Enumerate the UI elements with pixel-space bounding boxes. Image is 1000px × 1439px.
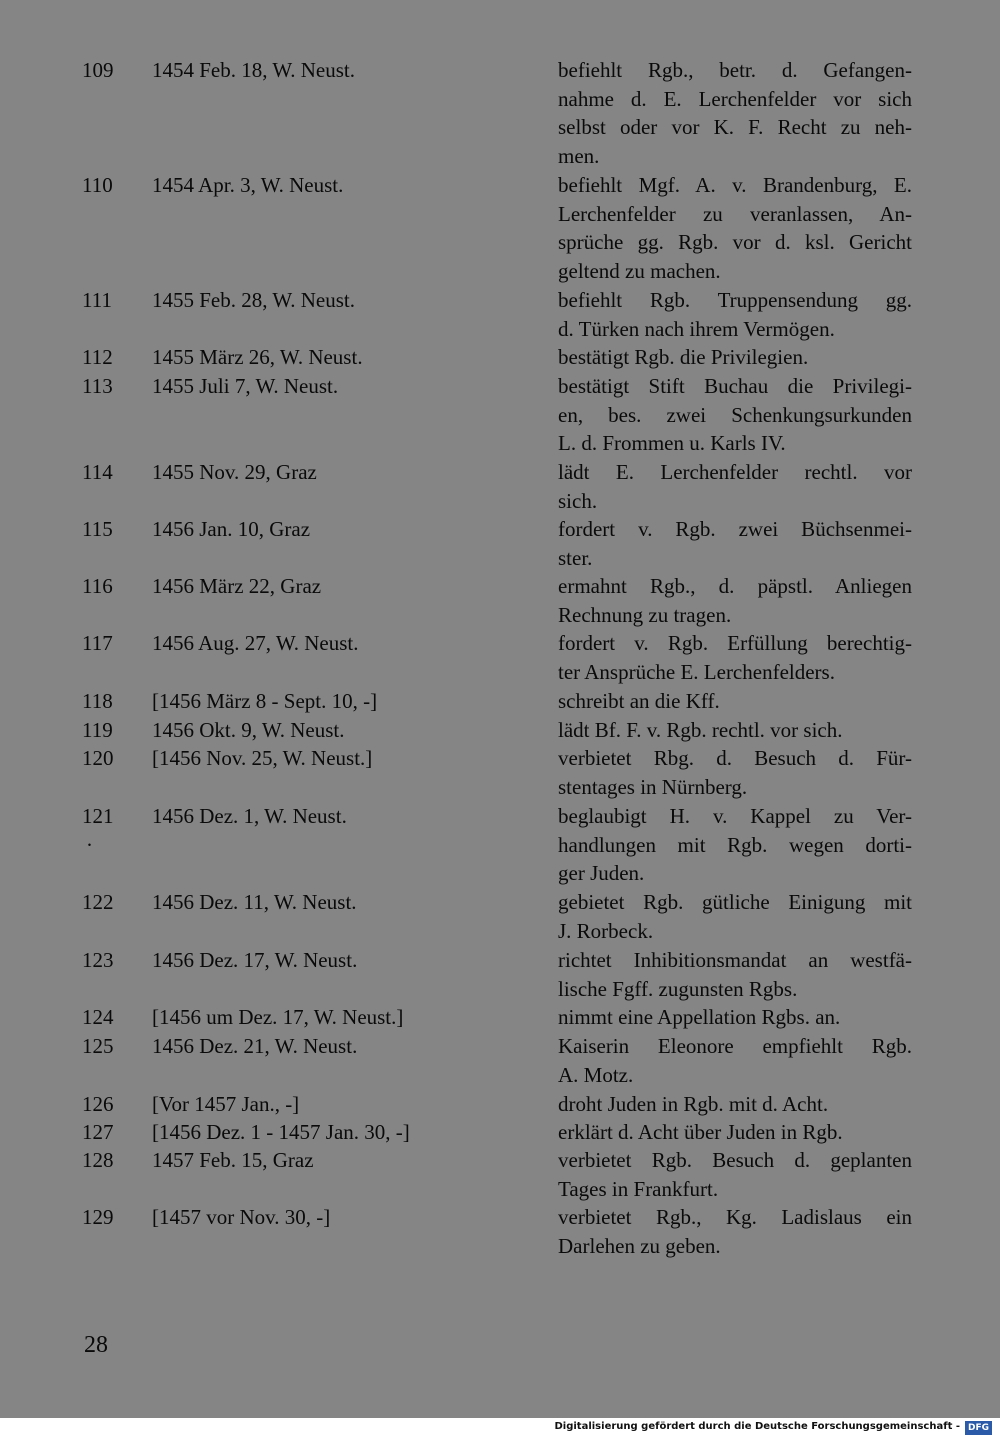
description-line: ger Juden. [558, 861, 645, 886]
description-line: beglaubigt H. v. Kappel zu Ver- [558, 804, 912, 828]
entry-number: 112 [82, 345, 113, 369]
entry-description [558, 286, 912, 343]
description-line: lädt E. Lerchenfelder rechtl. vor [558, 460, 912, 484]
entry-date-place: 1455 Feb. 28, W. Neust. [152, 288, 356, 312]
entry-date-place: 1456 Okt. 9, W. Neust. [152, 718, 345, 742]
entry-description [558, 1146, 912, 1203]
entry-number: 111 [82, 288, 112, 312]
entry-number: 128 [82, 1148, 114, 1172]
entry-description [558, 946, 912, 1003]
description-line: befiehlt Rgb. Truppensendung gg. [558, 288, 912, 312]
entry-number: 121 [82, 804, 114, 828]
description-line: stentages in Nürnberg. [558, 774, 748, 799]
description-line: nahme d. E. Lerchenfelder vor sich [558, 86, 912, 111]
entry-description [558, 171, 912, 285]
description-line: lische Fgff. zugunsten Rgbs. [558, 976, 798, 1001]
description-line: befiehlt Rgb., betr. d. Gefangen- [558, 58, 912, 82]
description-line: ermahnt Rgb., d. päpstl. Anliegen [558, 574, 912, 598]
description-line: verbietet Rgb., Kg. Ladislaus ein [558, 1205, 912, 1229]
entry-date-place: 1456 Jan. 10, Graz [152, 517, 311, 541]
description-line: fordert v. Rgb. zwei Büchsenmei- [558, 517, 912, 541]
description-line: geltend zu machen. [558, 258, 721, 283]
description-line: bestätigt Stift Buchau die Privilegi- [558, 374, 912, 398]
entry-date-place: 1454 Feb. 18, W. Neust. [152, 58, 356, 82]
description-line: en, bes. zwei Schenkungsurkunden [558, 402, 912, 427]
entry-description [558, 458, 912, 515]
entry-number: 129 [82, 1205, 114, 1229]
description-line: Kaiserin Eleonore empfiehlt Rgb. [558, 1034, 912, 1058]
entry-description [558, 1032, 912, 1089]
description-line: gebietet Rgb. gütliche Einigung mit [558, 890, 912, 914]
entry-date-place: 1456 Dez. 21, W. Neust. [152, 1034, 358, 1058]
entry-date-place: [1456 um Dez. 17, W. Neust.] [152, 1005, 404, 1029]
description-line: richtet Inhibitionsmandat an westfä- [558, 948, 912, 972]
description-line: sprüche gg. Rgb. vor d. ksl. Gericht [558, 230, 912, 255]
entry-date-place: 1456 Dez. 17, W. Neust. [152, 948, 358, 972]
entry-date-place: 1457 Feb. 15, Graz [152, 1148, 314, 1172]
description-line: nimmt eine Appellation Rgbs. an. [558, 1005, 841, 1029]
description-line: Tages in Frankfurt. [558, 1176, 719, 1201]
entry-date-place: 1456 März 22, Graz [152, 574, 322, 598]
entry-date-place: [1456 Dez. 1 - 1457 Jan. 30, -] [152, 1120, 410, 1144]
entry-description [558, 1203, 912, 1260]
description-line: droht Juden in Rgb. mit d. Acht. [558, 1092, 829, 1116]
entry-description [558, 343, 912, 372]
description-line: fordert v. Rgb. Erfüllung berechtig- [558, 631, 912, 655]
description-line: erklärt d. Acht über Juden in Rgb. [558, 1120, 843, 1144]
entry-date-place: 1454 Apr. 3, W. Neust. [152, 173, 344, 197]
page-number: 28 [84, 1332, 108, 1358]
entry-number: 123 [82, 948, 114, 972]
description-line: men. [558, 143, 600, 168]
entry-number: 118 [82, 689, 113, 713]
entry-date-place: [1457 vor Nov. 30, -] [152, 1205, 331, 1229]
entry-date-place: 1455 Juli 7, W. Neust. [152, 374, 339, 398]
description-line: ter Ansprüche E. Lerchenfelders. [558, 659, 835, 684]
entry-number: 126 [82, 1092, 114, 1116]
entry-description [558, 744, 912, 801]
entry-date-place: 1456 Dez. 1, W. Neust. [152, 804, 347, 828]
entry-description [558, 572, 912, 629]
description-line: A. Motz. [558, 1062, 634, 1087]
entry-number: 122 [82, 890, 114, 914]
entry-number: 124 [82, 1005, 114, 1029]
entry-number: 113 [82, 374, 113, 398]
entry-description [558, 888, 912, 945]
entry-description [558, 629, 912, 686]
entry-number: 109 [82, 58, 114, 82]
entry-description [558, 56, 912, 170]
description-line: Lerchenfelder zu veranlassen, An- [558, 201, 912, 226]
entry-description [558, 1090, 912, 1119]
footer-bar [0, 1418, 1000, 1439]
entry-description [558, 1003, 912, 1032]
entry-description [558, 687, 912, 716]
stray-mark: · [86, 833, 93, 857]
description-line: ster. [558, 545, 593, 570]
description-line: lädt Bf. F. v. Rgb. rechtl. vor sich. [558, 718, 843, 742]
description-line: verbietet Rgb. Besuch d. geplanten [558, 1148, 912, 1172]
description-line: handlungen mit Rgb. wegen dorti- [558, 832, 912, 857]
description-line: d. Türken nach ihrem Vermögen. [558, 316, 835, 341]
description-line: Rechnung zu tragen. [558, 602, 732, 627]
description-line: schreibt an die Kff. [558, 689, 720, 713]
description-line: bestätigt Rgb. die Privilegien. [558, 345, 809, 369]
entry-date-place: 1455 März 26, W. Neust. [152, 345, 363, 369]
description-line: selbst oder vor K. F. Recht zu neh- [558, 115, 912, 140]
description-line: verbietet Rbg. d. Besuch d. Für- [558, 746, 912, 770]
entry-number: 127 [82, 1120, 114, 1144]
entry-date-place: 1456 Dez. 11, W. Neust. [152, 890, 357, 914]
entry-date-place: [1456 Nov. 25, W. Neust.] [152, 746, 373, 770]
entry-number: 117 [82, 631, 113, 655]
dfg-logo: DFG [965, 1421, 992, 1435]
entry-description [558, 1118, 912, 1147]
entry-number: 110 [82, 173, 113, 197]
entry-number: 116 [82, 574, 113, 598]
entry-date-place: [Vor 1457 Jan., -] [152, 1092, 300, 1116]
entry-number: 125 [82, 1034, 114, 1058]
description-line: Darlehen zu geben. [558, 1233, 721, 1258]
description-line: J. Rorbeck. [558, 918, 654, 943]
entry-date-place: 1456 Aug. 27, W. Neust. [152, 631, 359, 655]
footer-credit-text: Digitalisierung gefördert durch die Deutsche Forschungsgemeinschaft - [554, 1421, 960, 1432]
entry-description [558, 802, 912, 888]
entry-description [558, 372, 912, 458]
entry-description [558, 716, 912, 745]
description-line: L. d. Frommen u. Karls IV. [558, 431, 786, 456]
entry-date-place: 1455 Nov. 29, Graz [152, 460, 317, 484]
entry-number: 114 [82, 460, 113, 484]
description-line: befiehlt Mgf. A. v. Brandenburg, E. [558, 173, 912, 197]
entry-number: 120 [82, 746, 114, 770]
entry-number: 115 [82, 517, 113, 541]
entry-description [558, 515, 912, 572]
entry-date-place: [1456 März 8 - Sept. 10, -] [152, 689, 378, 713]
description-line: sich. [558, 488, 598, 513]
entry-number: 119 [82, 718, 113, 742]
